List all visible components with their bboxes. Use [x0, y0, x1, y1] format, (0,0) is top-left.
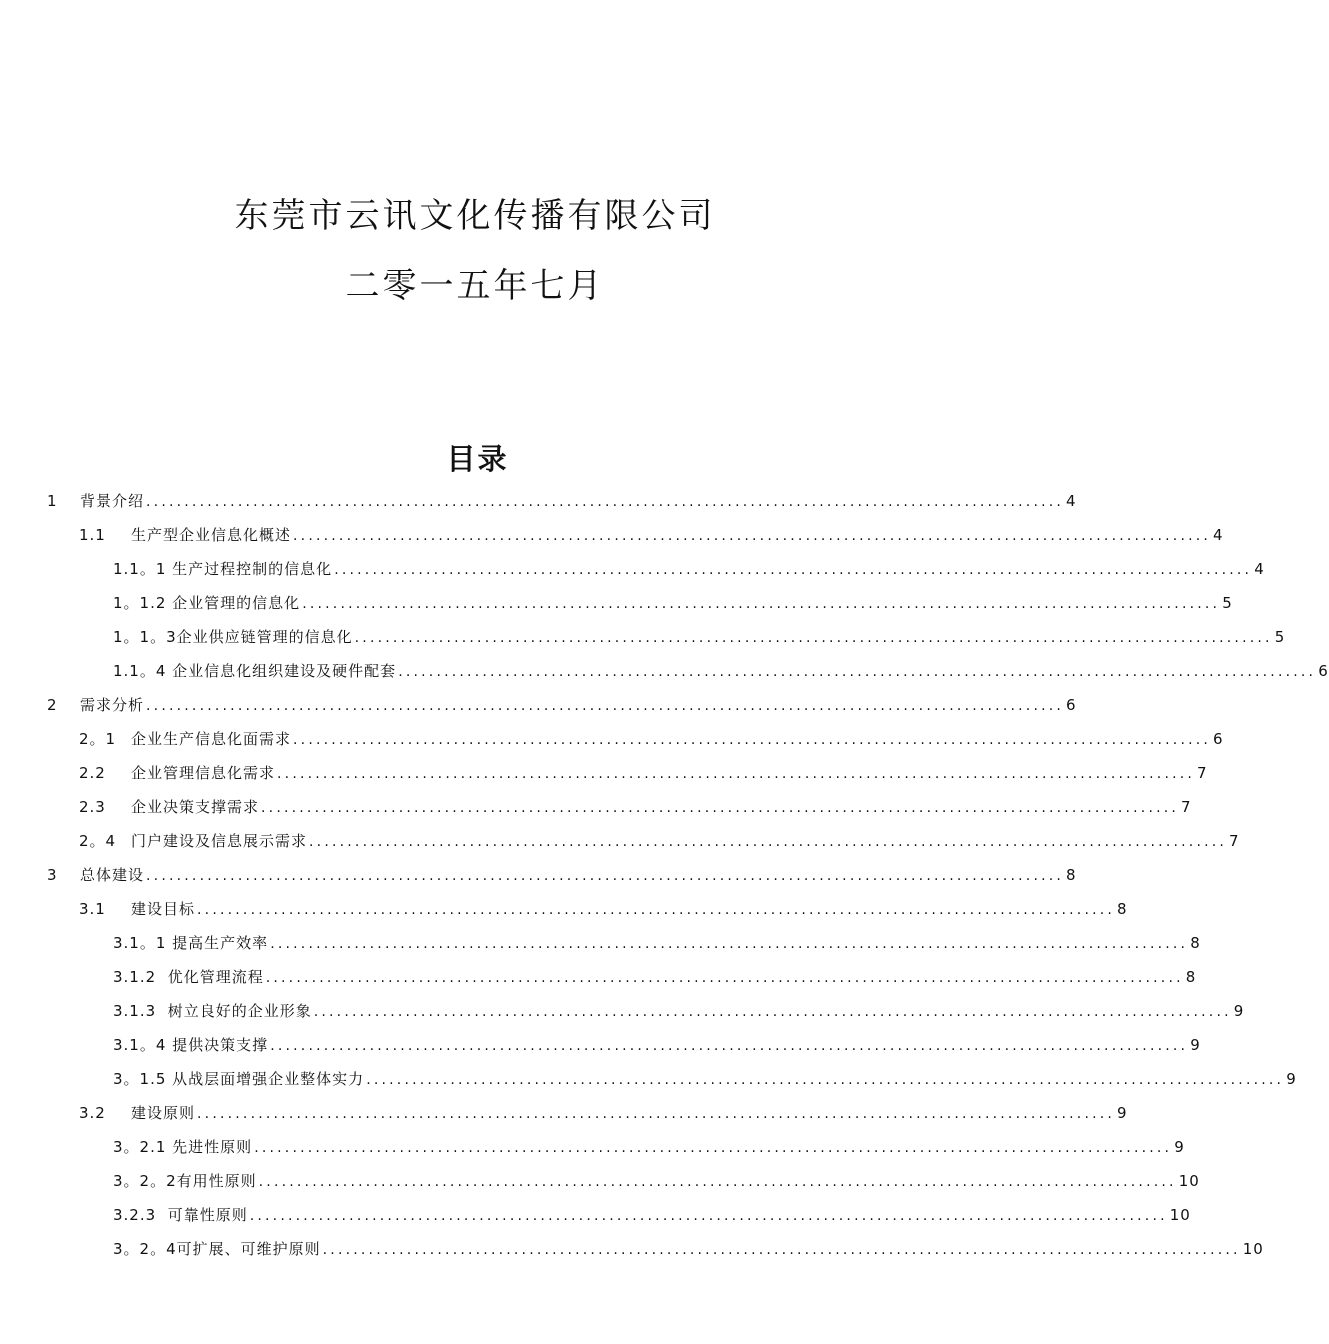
toc-entry-number: 3。2.1: [113, 1138, 173, 1156]
toc-entry-page: 5: [1222, 594, 1233, 612]
toc-entry-number: 3.1.3: [113, 1002, 168, 1020]
toc-entry-number: 1。1.2: [113, 594, 173, 612]
toc-entry[interactable]: [79, 1096, 1128, 1130]
toc-entry-page: 4: [1213, 526, 1224, 544]
toc-entry-label: 有用性原则: [176, 1172, 257, 1190]
toc-dot-leader: ........................................................................................................................: [293, 528, 1212, 544]
toc-entry-page: 7: [1229, 832, 1240, 850]
toc-entry-label: 背景介绍: [80, 492, 145, 510]
toc-entry-number: 3.1.2: [113, 968, 168, 986]
toc-entry-label: 生产型企业信息化概述: [131, 526, 292, 544]
toc-entry-number: 3: [47, 866, 58, 884]
toc-entry-number: 1。1。3: [113, 628, 177, 646]
toc-entry[interactable]: [113, 1130, 1185, 1164]
toc-entry[interactable]: [113, 1164, 1200, 1198]
toc-entry-page: 7: [1181, 798, 1192, 816]
toc-entry-number: 1.1。1: [113, 560, 173, 578]
toc-entry[interactable]: [79, 518, 1224, 552]
toc-entry-label: 企业生产信息化面需求: [131, 730, 292, 748]
toc-entry-label: 树立良好的企业形象: [167, 1002, 312, 1020]
toc-entry-page: 9: [1190, 1036, 1201, 1054]
toc-entry-label: 建设原则: [131, 1104, 196, 1122]
toc-entry-label: 企业决策支撑需求: [131, 798, 260, 816]
toc-entry-page: 9: [1286, 1070, 1297, 1088]
toc-entry-page: 5: [1274, 628, 1286, 646]
toc-entry[interactable]: [47, 688, 1077, 722]
toc-dot-leader: ........................................................................................................................: [334, 562, 1253, 578]
toc-entry-page: 7: [1197, 764, 1208, 782]
toc-entry-number: 2。1: [79, 730, 117, 748]
toc-dot-leader: ........................................................................................................................: [293, 732, 1212, 748]
toc-entry-label: 提高生产效率: [172, 934, 269, 952]
toc-entry-label: 总体建设: [80, 866, 145, 884]
toc-entry-page: 4: [1066, 492, 1077, 510]
toc-entry-number: 2。4: [79, 832, 117, 850]
toc-dot-leader: ........................................................................................................................: [258, 1174, 1177, 1190]
toc-dot-leader: ........................................................................................................................: [254, 1140, 1173, 1156]
toc-entry[interactable]: [79, 756, 1208, 790]
toc-entry-number: 2.2: [79, 764, 106, 782]
toc-entry-label: 提供决策支撑: [172, 1036, 269, 1054]
toc-entry[interactable]: [79, 722, 1224, 756]
toc-dot-leader: ........................................................................................................................: [354, 630, 1273, 646]
toc-entry-number: 1: [47, 492, 58, 510]
toc-entry-page: 10: [1242, 1240, 1264, 1258]
toc-entry-page: 8: [1185, 968, 1197, 986]
toc-dot-leader: ........................................................................................................................: [398, 664, 1317, 680]
toc-entry-label: 生产过程控制的信息化: [172, 560, 333, 578]
toc-dot-leader: ........................................................................................................................: [302, 596, 1221, 612]
toc-dot-leader: ........................................................................................................................: [366, 1072, 1285, 1088]
toc-entry-number: 3.2.3: [113, 1206, 168, 1224]
toc-entry[interactable]: [79, 790, 1192, 824]
toc-entry-label: 优化管理流程: [167, 968, 264, 986]
toc-entry-page: 9: [1233, 1002, 1245, 1020]
company-name: 东莞市云讯文化传播有限公司: [234, 196, 716, 236]
toc-entry-number: 3。2。2: [113, 1172, 177, 1190]
toc-entry[interactable]: [113, 620, 1286, 654]
toc-dot-leader: ........................................................................................................................: [265, 970, 1184, 986]
toc-entry-page: 10: [1169, 1206, 1191, 1224]
toc-entry-label: 先进性原则: [172, 1138, 253, 1156]
toc-entry-number: 3.2: [79, 1104, 106, 1122]
toc-entry-page: 8: [1190, 934, 1201, 952]
toc-entry-number: 1.1。4: [113, 662, 173, 680]
toc-title: 目录: [446, 442, 509, 476]
toc-dot-leader: ........................................................................................................................: [197, 1106, 1116, 1122]
toc-entry[interactable]: [113, 994, 1245, 1028]
toc-entry[interactable]: [113, 1028, 1201, 1062]
toc-dot-leader: ........................................................................................................................: [146, 868, 1065, 884]
toc-entry-number: 2.3: [79, 798, 106, 816]
toc-entry[interactable]: [113, 552, 1265, 586]
toc-entry-label: 企业管理信息化需求: [131, 764, 276, 782]
toc-entry-page: 8: [1117, 900, 1128, 918]
toc-entry[interactable]: [113, 654, 1329, 688]
toc-entry-label: 可靠性原则: [167, 1206, 248, 1224]
toc-dot-leader: ........................................................................................................................: [309, 834, 1228, 850]
toc-entry[interactable]: [47, 858, 1077, 892]
toc-entry[interactable]: [113, 1232, 1264, 1266]
toc-entry-number: 3。2。4: [113, 1240, 177, 1258]
toc-entry-number: 3。1.5: [113, 1070, 173, 1088]
toc-dot-leader: ........................................................................................................................: [270, 1038, 1189, 1054]
toc-entry-label: 企业供应链管理的信息化: [176, 628, 353, 646]
toc-dot-leader: ........................................................................................................................: [313, 1004, 1232, 1020]
toc-entry-page: 6: [1318, 662, 1329, 680]
toc-entry[interactable]: [113, 1198, 1191, 1232]
toc-entry[interactable]: [113, 926, 1201, 960]
toc-entry-number: 3.1。4: [113, 1036, 173, 1054]
toc-entry-label: 企业管理的信息化: [172, 594, 301, 612]
toc-entry[interactable]: [79, 824, 1240, 858]
toc-entry[interactable]: [113, 1062, 1297, 1096]
toc-entry-number: 1.1: [79, 526, 106, 544]
toc-entry[interactable]: [113, 960, 1197, 994]
toc-entry-page: 6: [1066, 696, 1077, 714]
toc-entry-label: 从战层面增强企业整体实力: [172, 1070, 365, 1088]
document-date: 二零一五年七月: [345, 266, 605, 306]
toc-entry[interactable]: [113, 586, 1233, 620]
toc-entry-label: 可扩展、可维护原则: [176, 1240, 321, 1258]
toc-dot-leader: ........................................................................................................................: [146, 698, 1065, 714]
toc-entry-page: 8: [1066, 866, 1077, 884]
toc-dot-leader: ........................................................................................................................: [270, 936, 1189, 952]
toc-entry-label: 企业信息化组织建设及硬件配套: [172, 662, 397, 680]
toc-entry-label: 需求分析: [80, 696, 145, 714]
toc-entry-number: 2: [47, 696, 58, 714]
toc-entry-number: 3.1。1: [113, 934, 173, 952]
toc-dot-leader: ........................................................................................................................: [249, 1208, 1168, 1224]
toc-entry[interactable]: [47, 484, 1077, 518]
toc-dot-leader: ........................................................................................................................: [322, 1242, 1241, 1258]
toc-dot-leader: ........................................................................................................................: [261, 800, 1180, 816]
toc-entry-page: 4: [1254, 560, 1265, 578]
toc-dot-leader: ........................................................................................................................: [277, 766, 1196, 782]
toc-entry-label: 门户建设及信息展示需求: [131, 832, 308, 850]
toc-entry-label: 建设目标: [131, 900, 196, 918]
toc-entry-number: 3.1: [79, 900, 106, 918]
toc-entry-page: 9: [1174, 1138, 1185, 1156]
toc-dot-leader: ........................................................................................................................: [197, 902, 1116, 918]
toc-entry[interactable]: [79, 892, 1128, 926]
toc-entry-page: 6: [1213, 730, 1224, 748]
toc-entry-page: 9: [1117, 1104, 1128, 1122]
toc-dot-leader: ........................................................................................................................: [146, 494, 1065, 510]
toc-entry-page: 10: [1178, 1172, 1200, 1190]
